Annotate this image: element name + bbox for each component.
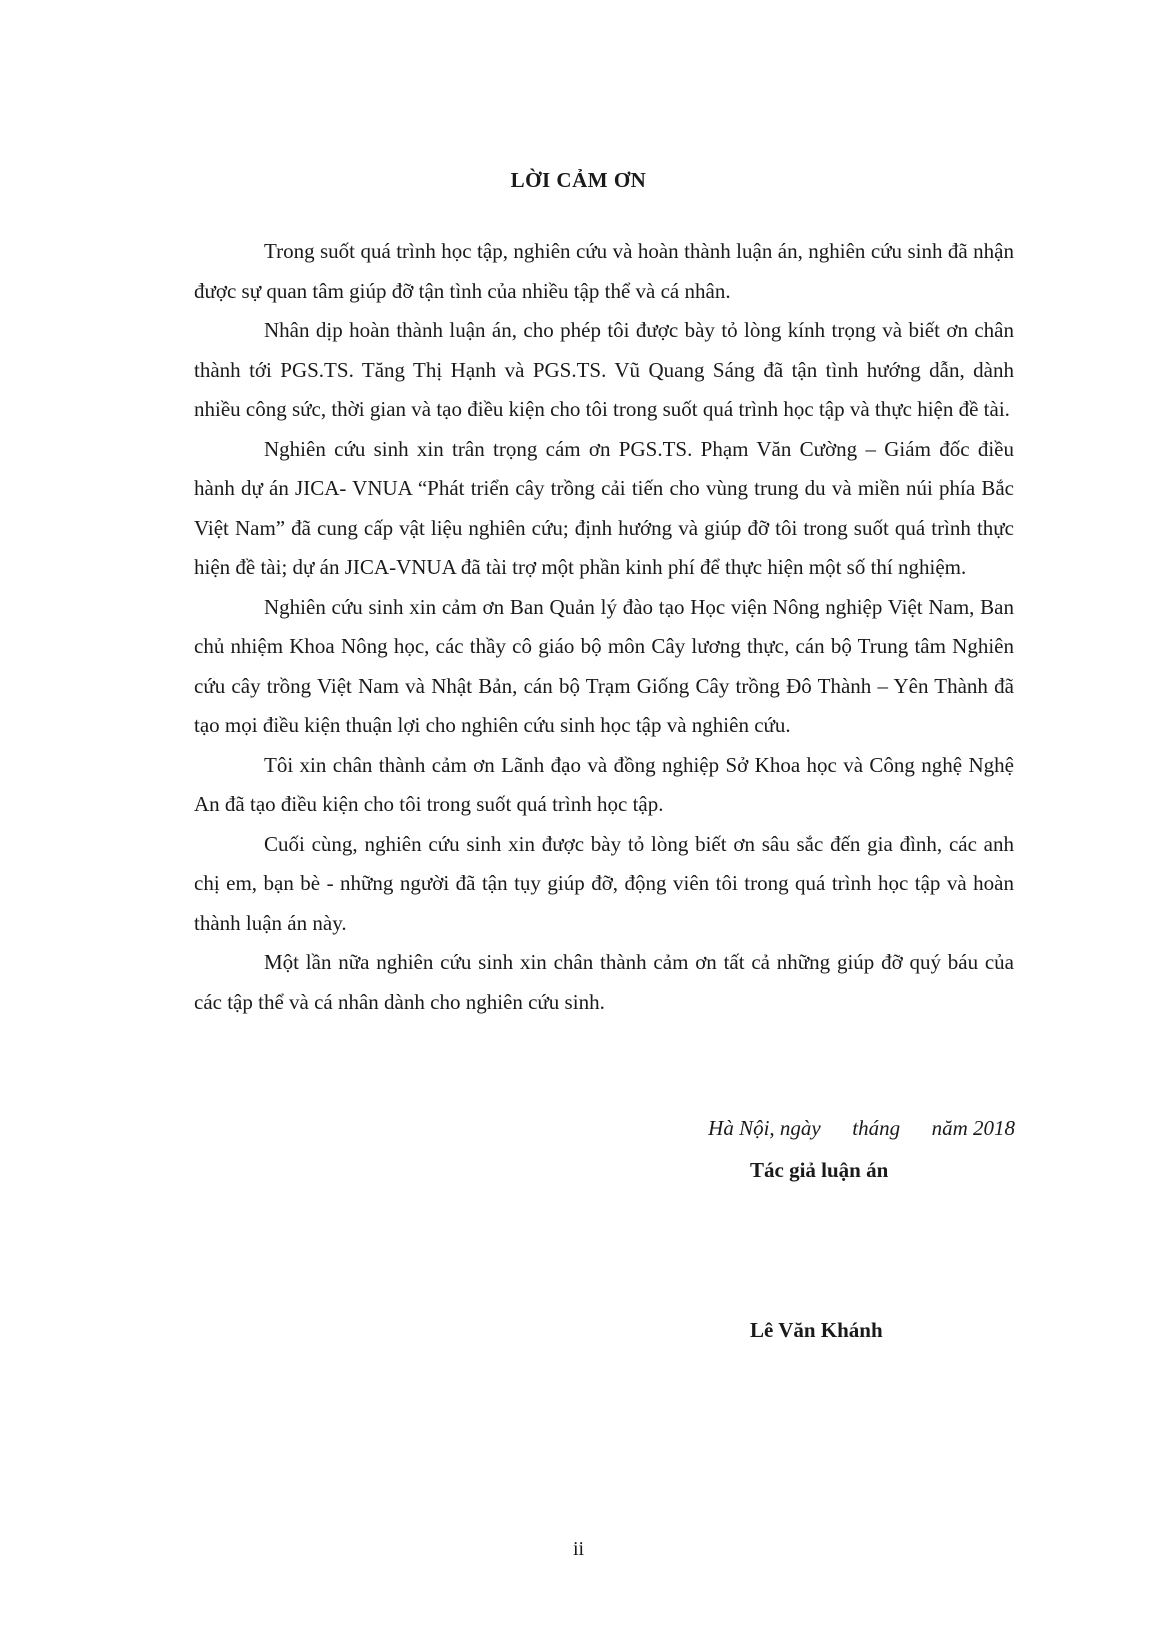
acknowledgement-body xyxy=(194,232,1014,1022)
author-title: Tác giả luận án xyxy=(750,1158,889,1182)
paragraph-3: Nghiên cứu sinh xin trân trọng cám ơn PGS.TS. Phạm Văn Cường – Giám đốc điều hành dự án JICA- VNUA “Phát triển cây trồng cải tiến cho vùng trung du và miền núi phía Bắc Việt Nam” đã cung cấp vật liệu nghiên cứu; định hướng và giúp đỡ tôi trong suốt quá trình thực hiện đề tài; dự án JICA-VNUA đã tài trợ một phần kinh phí để thực hiện một số thí nghiệm. xyxy=(194,436,1014,579)
paragraph-6: Cuối cùng, nghiên cứu sinh xin được bày tỏ lòng biết ơn sâu sắc đến gia đình, các anh chị em, bạn bè - những người đã tận tụy giúp đỡ, động viên tôi trong quá trình học tập và hoàn thành luận án này. xyxy=(194,831,1014,935)
paragraph-5: Tôi xin chân thành cảm ơn Lãnh đạo và đồng nghiệp Sở Khoa học và Công nghệ Nghệ An đã tạo điều kiện cho tôi trong suốt quá trình học tập. xyxy=(194,752,1014,816)
page-number: ii xyxy=(572,1538,585,1560)
paragraph-4: Nghiên cứu sinh xin cảm ơn Ban Quản lý đào tạo Học viện Nông nghiệp Việt Nam, Ban chủ nhiệm Khoa Nông học, các thầy cô giáo bộ môn Cây lương thực, cán bộ Trung tâm Nghiên cứu cây trồng Việt Nam và Nhật Bản, cán bộ Trạm Giống Cây trồng Đô Thành – Yên Thành đã tạo mọi điều kiện thuận lợi cho nghiên cứu sinh học tập và nghiên cứu. xyxy=(194,594,1014,737)
author-name: Lê Văn Khánh xyxy=(750,1318,883,1342)
paragraph-1: Trong suốt quá trình học tập, nghiên cứu và hoàn thành luận án, nghiên cứu sinh đã nhận được sự quan tâm giúp đỡ tận tình của nhiều tập thể và cá nhân. xyxy=(194,239,1014,303)
paragraph-2: Nhân dịp hoàn thành luận án, cho phép tôi được bày tỏ lòng kính trọng và biết ơn chân thành tới PGS.TS. Tăng Thị Hạnh và PGS.TS. Vũ Quang Sáng đã tận tình hướng dẫn, dành nhiều công sức, thời gian và tạo điều kiện cho tôi trong suốt quá trình học tập và thực hiện đề tài. xyxy=(194,318,1014,421)
page-title: LỜI CẢM ƠN xyxy=(510,168,647,192)
paragraph-7: Một lần nữa nghiên cứu sinh xin chân thành cảm ơn tất cả những giúp đỡ quý báu của các tập thể và cá nhân dành cho nghiên cứu sinh. xyxy=(194,950,1014,1014)
date-line: Hà Nội, ngày tháng năm 2018 xyxy=(708,1116,1015,1140)
